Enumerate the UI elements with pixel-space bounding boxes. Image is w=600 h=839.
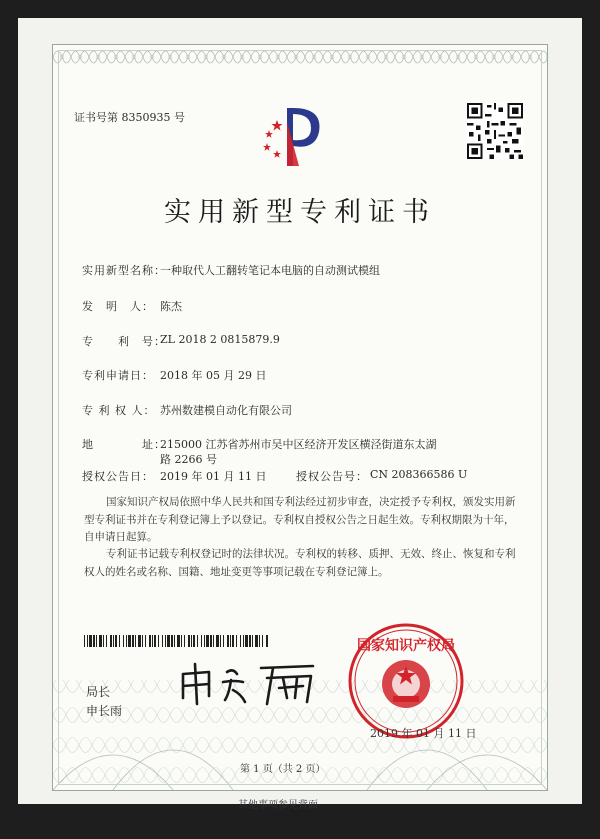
name-value: 一种取代人工翻转笔记本电脑的自动测试模组 xyxy=(160,264,380,277)
paragraph-grant: 国家知识产权局依照中华人民共和国专利法经过初步审查，决定授予专利权，颁发实用新型专利证书并在专利登记簿上予以登记。专利权自授权公告之日起生效。专利权期限为十年，自申请日起算。 xyxy=(84,496,516,543)
certificate-number xyxy=(74,109,185,125)
cert-number-label: 证书号第 xyxy=(74,111,118,124)
name-label: 实用新型名称： xyxy=(82,264,166,277)
certificate-title: 实用新型专利证书 xyxy=(164,197,436,228)
paragraph-legal-status: 专利证书记载专利权登记时的法律状况。专利权的转移、质押、无效、终止、恢复和专利权人的姓名或名称、国籍、地址变更等事项记载在专利登记簿上。 xyxy=(84,548,516,578)
cert-number-suffix: 号 xyxy=(174,111,185,124)
address-label: 地 址： xyxy=(82,438,166,451)
footer-note: 其他事项参见背面 xyxy=(238,800,318,811)
inventor-label: 发 明 人： xyxy=(82,300,154,313)
qr-code-icon xyxy=(467,103,523,159)
seal-ring-text: 国家知识产权局 xyxy=(357,638,455,654)
patentee-value: 苏州数建模自动化有限公司 xyxy=(160,404,292,417)
director-name: 申长雨 xyxy=(86,704,123,718)
page-indicator: 第 1 页（共 2 页） xyxy=(240,764,326,775)
patent-number-value: ZL 2018 2 0815879.9 xyxy=(160,333,280,346)
announce-date-label: 授权公告日： xyxy=(82,470,154,483)
director-title: 局长 xyxy=(86,685,111,699)
apply-date-label: 专利申请日： xyxy=(82,369,154,382)
seal-date: 2019 年 01 月 11 日 xyxy=(370,727,477,740)
address-line-2: 路 2266 号 xyxy=(160,453,217,466)
official-seal-icon xyxy=(347,622,465,740)
cert-number-value: 8350935 xyxy=(121,111,171,124)
inventor-value: 陈杰 xyxy=(160,300,182,313)
barcode-icon xyxy=(84,635,268,647)
patent-number-label: 专 利 号： xyxy=(82,335,166,348)
cnipa-logo-icon xyxy=(257,102,327,172)
announce-date-value: 2019 年 01 月 11 日 xyxy=(160,470,267,483)
announce-number-label: 授权公告号： xyxy=(296,470,368,483)
apply-date-value: 2018 年 05 月 29 日 xyxy=(160,369,267,382)
address-line-1: 215000 江苏省苏州市吴中区经济开发区横泾街道东太湖 xyxy=(160,438,437,451)
patentee-label: 专 利 权 人： xyxy=(82,404,156,417)
announce-number-value: CN 208366586 U xyxy=(370,468,468,481)
handwritten-signature-icon xyxy=(175,660,335,708)
